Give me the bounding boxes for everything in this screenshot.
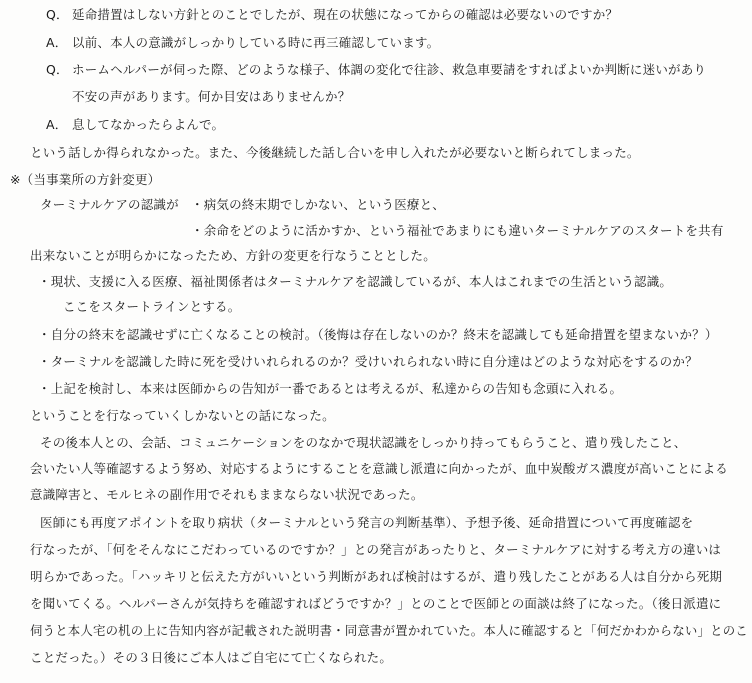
terminal-care-point-1: ・病気の終末期でしかない、という医療と、: [191, 197, 446, 212]
bullets-conclusion: ということを行なっていくしかないとの話になった。: [30, 408, 335, 423]
qa-label: Q．: [46, 62, 69, 77]
qa-text: 不安の声があります。何か目安はありませんか？: [72, 89, 351, 104]
bullet-item-continuation: ここをスタートラインとする。: [63, 299, 241, 314]
paragraph-2-line: 伺うと本人宅の机の上に告知内容が記載された説明書・同意書が置かれていた。本人に確認すると「何だかわからない」とのこ: [30, 623, 748, 638]
qa-label: Q．: [46, 7, 69, 22]
paragraph-2-line: 明らかであった。「ハッキリと伝えた方がいいという判断があれば検討はするが、遣り残したことがある人は自分から死期: [30, 569, 723, 584]
paragraph-1-line: 意識障害と、モルヒネの副作用でそれもままならない状況であった。: [30, 487, 424, 502]
qa-line-2: [46, 35, 439, 51]
qa-text: 息してなかったらよんで。: [72, 117, 225, 132]
bullet-item: ・上記を検討し、本来は医師からの告知が一番であるとは考えるが、私達からの告知も念頭に入れる。: [38, 381, 623, 396]
qa-line-4: [46, 89, 350, 105]
terminal-care-conclusion: 出来ないことが明らかになったため、方針の変更を行なうこととした。: [30, 248, 436, 263]
qa-line-5: [46, 117, 224, 133]
qa-line-1: [46, 7, 618, 23]
paragraph-1-line: 会いたい人等確認するよう努め、対応するようにすることを意識し派遣に向かったが、血中炭酸ガス濃度が高いことによる: [30, 461, 729, 476]
paragraph-1-line: その後本人との、会話、コミュニケーションをのなかで現状認識をしっかり持ってもらうこと、遣り残したこと、: [40, 435, 687, 450]
qa-text: 以前、本人の意識がしっかりしている時に再三確認しています。: [72, 35, 440, 50]
policy-heading: ※（当事業所の方針変更）: [10, 172, 161, 187]
qa-label: A．: [46, 35, 68, 50]
qa-text: 延命措置はしない方針とのことでしたが、現在の状態になってからの確認は必要ないのですか？: [72, 7, 619, 22]
terminal-care-point-2: ・余命をどのように活かすか、という福祉であまりにも違いターミナルケアのスタートを共有: [191, 223, 724, 238]
paragraph-2-line: 行なったが、「何をそんなにこだわっているのですか？」との発言があったりと、ターミナルケアに対する考え方の違いは: [30, 542, 722, 557]
paragraph-2-line: ことだった。）その３日後にご本人はご自宅にて亡くなられた。: [30, 650, 393, 665]
paragraph-2-line: を聞いてくる。ヘルパーさんが気持ちを確認すればどうですか？」とのことで医師との面談は終了になった。（後日派遣に: [30, 596, 722, 611]
paragraph-2-line: 医師にも再度アポイントを取り病状（ターミナルという発言の判断基準）、予想予後、延命措置について再度確認を: [40, 515, 694, 530]
bullet-item: ・ターミナルを認識した時に死を受けいれられるのか？受けいれられない時に自分達はどのような対応をするのか？: [38, 354, 698, 369]
terminal-care-lead: ターミナルケアの認識が: [40, 197, 179, 212]
qa-text: ホームヘルパーが伺った際、どのような様子、体調の変化で往診、救急車要請をすればよいか判断に迷いがあり: [72, 62, 707, 77]
after-qa-line: という話しか得られなかった。また、今後継続した話し合いを申し入れたが必要ないと断られてしまった。: [30, 145, 640, 160]
bullet-item: ・現状、支援に入る医療、福祉関係者はターミナルケアを認識しているが、本人はこれまでの生活という認識。: [38, 274, 673, 289]
bullet-item: ・自分の終末を認識せずに亡くなることの検討。（後悔は存在しないのか？終末を認識しても延命措置を望まないか？）: [38, 327, 718, 342]
qa-label: A．: [46, 117, 68, 132]
qa-line-3: [46, 62, 706, 78]
